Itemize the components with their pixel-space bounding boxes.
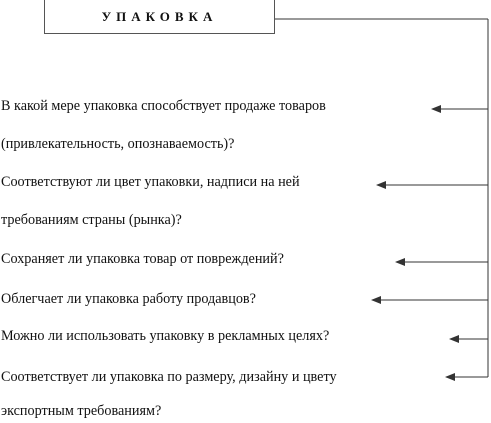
question-1-line-2: (привлекательность, опознаваемость)?: [1, 136, 235, 152]
question-6-line-1: Соответствует ли упаковка по размеру, дизайну и цвету: [1, 369, 337, 385]
question-2-line-1: Соответствуют ли цвет упаковки, надписи на ней: [1, 174, 300, 190]
question-5-line-1: Можно ли использовать упаковку в рекламных целях?: [1, 328, 330, 344]
question-1-line-1: В какой мере упаковка способствует продаже товаров: [1, 98, 326, 114]
question-2-line-2: требованиям страны (рынка)?: [1, 212, 182, 228]
question-6-line-2: экспортным требованиям?: [1, 403, 162, 419]
diagram-title: УПАКОВКА: [101, 8, 218, 24]
title-box: [44, 0, 275, 34]
question-3-line-1: Сохраняет ли упаковка товар от повреждений?: [1, 251, 284, 267]
question-4-line-1: Облегчает ли упаковка работу продавцов?: [1, 291, 256, 307]
